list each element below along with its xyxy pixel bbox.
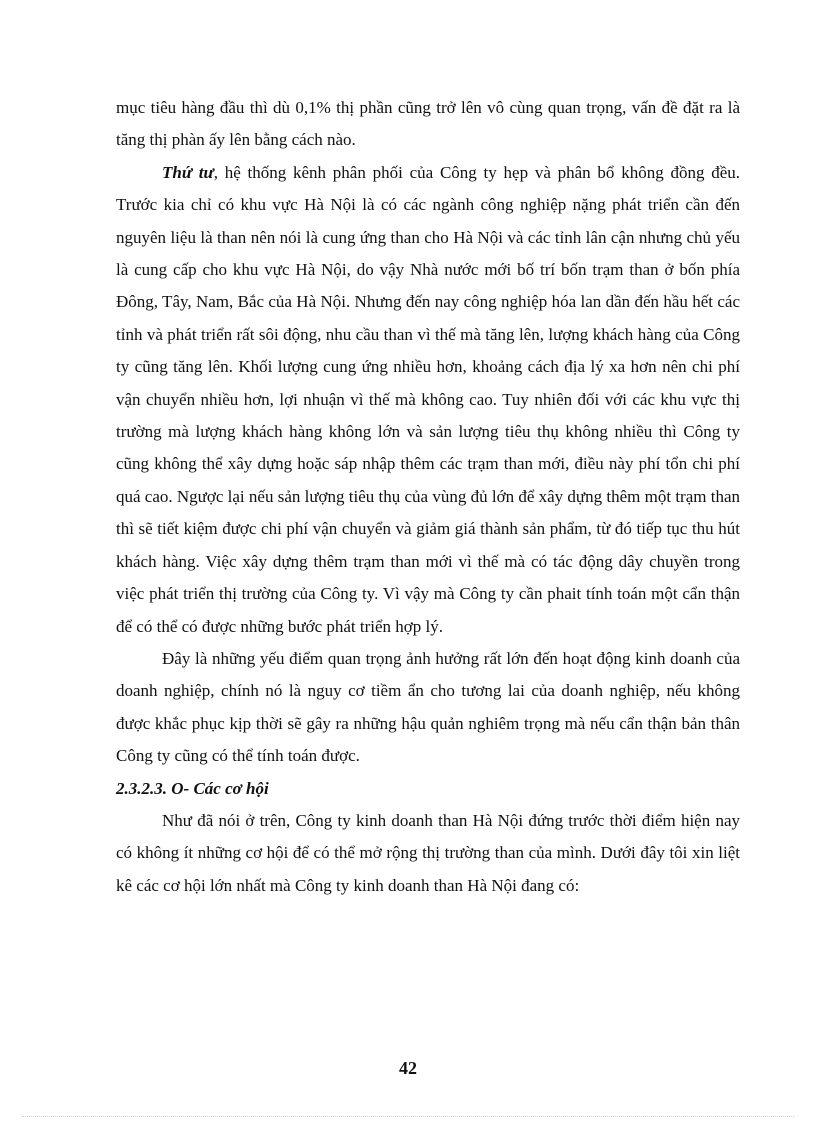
lead-term: Thứ tư (162, 162, 214, 182)
paragraph-continuation: mục tiêu hàng đầu thì dù 0,1% thị phần cũng trở lên vô cùng quan trọng, vấn đề đặt ra là tăng thị phàn ấy lên bằng cách nào. (116, 98, 740, 150)
section-heading: 2.3.2.3. O- Các cơ hội (116, 778, 269, 798)
page-body (116, 92, 740, 902)
paragraph-summary: Đây là những yếu điểm quan trọng ảnh hưởng rất lớn đến hoạt động kinh doanh của doanh nghiệp, chính nó là nguy cơ tiềm ẩn cho tương lai của doanh nghiệp, nếu không được khắc phục kịp thời sẽ gây ra những hậu quản nghiêm trọng mà nếu cẩn thận bản thân Công ty cũng có thể tính toán được. (116, 648, 740, 766)
paragraph-body: , hệ thống kênh phân phối của Công ty hẹp và phân bổ không đồng đều. Trước kia chỉ có khu vực Hà Nội là có các ngành công nghiệp nặng phát triển cần đến nguyên liệu là than nên nói là cung ứng than cho Hà Nội và các tỉnh lân cận nhưng chủ yếu là cung cấp cho khu vực Hà Nội, do vậy Nhà nước mới bố trí bốn trạm than ở bốn phía Đông, Tây, Nam, Bắc của Hà Nội. Nhưng đến nay công nghiệp hóa lan dần đến hầu hết các tỉnh và phát triển rất sôi động, nhu cầu than vì thế mà tăng lên, lượng khách hàng của Công ty cũng tăng lên. Khối lượng cung ứng nhiều hơn, khoảng cách địa lý xa hơn nên chi phí vận chuyển nhiều hơn, lợi nhuận vì thế mà không cao. Tuy nhiên đối với các khu vực thị trường mà lượng khách hàng không lớn và sản lượng tiêu thụ không nhiều thì Công ty cũng không thể xây dựng hoặc sáp nhập thêm các trạm than mới, điều này phí tổn chi phí quá cao. Ngược lại nếu sản lượng tiêu thụ của vùng đủ lớn để xây dựng thêm một trạm than thì sẽ tiết kiệm được chi phí vận chuyển và giảm giá thành sản phẩm, từ đó tiếp tục thu hút khách hàng. Việc xây dựng thêm trạm than mới vì thế mà có tác động dây chuyền trong việc phát triển thị trường của Công ty. Vì vậy mà Công ty cần phait tính toán một cẩn thận để có thể có được những bước phát triển hợp lý. (116, 162, 741, 636)
paragraph-fourth-weakness (116, 157, 740, 643)
paragraph-opportunities: Như đã nói ở trên, Công ty kinh doanh than Hà Nội đứng trước thời điểm hiện nay có không ít những cơ hội để có thể mở rộng thị trường than của mình. Dưới đây tôi xin liệt kê các cơ hội lớn nhất mà Công ty kinh doanh than Hà Nội đang có: (116, 810, 740, 895)
page-bottom-divider (22, 1116, 794, 1117)
page-number: 42 (399, 1058, 417, 1078)
